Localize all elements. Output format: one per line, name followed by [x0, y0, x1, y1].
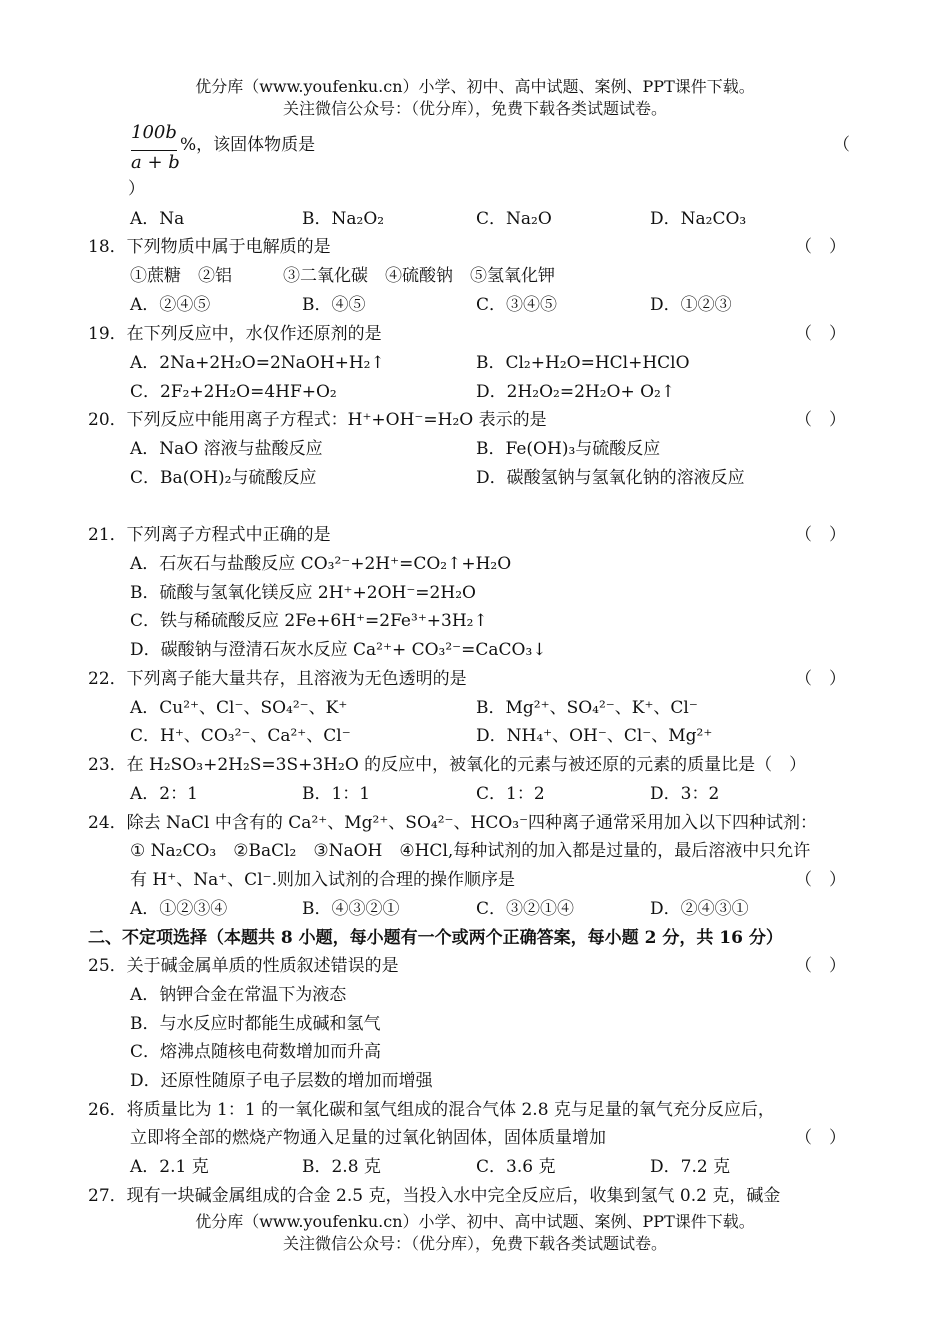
q17-fraction-denominator: a + b — [131, 152, 180, 173]
q17-paren-close: ） — [128, 179, 145, 199]
q21-option-b: B．硫酸与氢氧化镁反应 2H⁺+2OH⁻=2H₂O — [130, 583, 476, 603]
q23-stem: 23．在 H₂SO₃+2H₂S=3S+3H₂O 的反应中，被氧化的元素与被还原的元素的质量比是（ ） — [88, 755, 807, 775]
q24-stem-line3: 有 H⁺、Na⁺、Cl⁻.则加入试剂的合理的操作顺序是 — [130, 870, 516, 890]
q17-option-c: C．Na₂O — [476, 209, 552, 229]
q19-option-c: C．2F₂+2H₂O=4HF+O₂ — [130, 382, 337, 402]
q26-stem-line1: 26．将质量比为 1：1 的一氧化碳和氢气组成的混合气体 2.8 克与足量的氧气充分反应后， — [88, 1100, 775, 1120]
q18-option-b: B．④⑤ — [302, 295, 366, 315]
q17-option-a: A．Na — [130, 209, 185, 229]
q18-option-c: C．③④⑤ — [476, 295, 558, 315]
page-footer-line2: 关注微信公众号：（优分库），免费下载各类试题试卷。 — [282, 1234, 667, 1253]
q23-option-c: C．1：2 — [476, 784, 545, 804]
q18-stem: 18．下列物质中属于电解质的是 — [88, 237, 331, 257]
q21-option-c: C．铁与稀硫酸反应 2Fe+6H⁺=2Fe³⁺+3H₂↑ — [130, 611, 488, 631]
q22-stem: 22．下列离子能大量共存，且溶液为无色透明的是 — [88, 669, 467, 689]
q18-answer-paren: （ ） — [795, 237, 846, 257]
q19-option-a: A．2Na+2H₂O=2NaOH+H₂↑ — [130, 353, 385, 373]
q19-answer-paren: （ ） — [795, 324, 846, 344]
q17-option-d: D．Na₂CO₃ — [650, 209, 747, 229]
q26-option-a: A．2.1 克 — [130, 1157, 209, 1177]
q21-stem: 21．下列离子方程式中正确的是 — [88, 525, 331, 545]
q23-option-d: D．3：2 — [650, 784, 720, 804]
q22-option-c: C．H⁺、CO₃²⁻、Ca²⁺、Cl⁻ — [130, 726, 351, 746]
q26-stem-line2: 立即将全部的燃烧产物通入足量的过氧化钠固体，固体质量增加 — [130, 1128, 606, 1148]
q21-option-d: D．碳酸钠与澄清石灰水反应 Ca²⁺+ CO₃²⁻=CaCO₃↓ — [130, 640, 547, 660]
q22-option-a: A．Cu²⁺、Cl⁻、SO₄²⁻、K⁺ — [130, 698, 348, 718]
q25-option-c: C．熔沸点随核电荷数增加而升高 — [130, 1042, 382, 1062]
q24-option-b: B．④③②① — [302, 899, 400, 919]
q23-option-b: B．1：1 — [302, 784, 371, 804]
q19-option-d: D．2H₂O₂=2H₂O+ O₂↑ — [476, 382, 676, 402]
page-footer-line1: 优分库（www.youfenku.cn）小学、初中、高中试题、案例、PPT课件下载。 — [195, 1212, 755, 1231]
page-header-line1: 优分库（www.youfenku.cn）小学、初中、高中试题、案例、PPT课件下载。 — [195, 77, 755, 96]
q18-option-a: A．②④⑤ — [130, 295, 211, 315]
q23-option-a: A．2：1 — [130, 784, 198, 804]
q26-option-b: B．2.8 克 — [302, 1157, 381, 1177]
q19-stem: 19．在下列反应中，水仅作还原剂的是 — [88, 324, 382, 344]
q26-option-c: C．3.6 克 — [476, 1157, 556, 1177]
q20-stem: 20．下列反应中能用离子方程式：H⁺+OH⁻=H₂O 表示的是 — [88, 410, 547, 430]
q21-option-a: A．石灰石与盐酸反应 CO₃²⁻+2H⁺=CO₂↑+H₂O — [130, 554, 512, 574]
q18-option-d: D．①②③ — [650, 295, 732, 315]
q17-fraction-numerator: 100b — [131, 122, 177, 143]
q24-option-d: D．②④③① — [650, 899, 749, 919]
q24-stem-line1: 24．除去 NaCl 中含有的 Ca²⁺、Mg²⁺、SO₄²⁻、HCO₃⁻四种离子通常采用加入以下四种试剂： — [88, 813, 818, 833]
q27-stem-line1: 27．现有一块碱金属组成的合金 2.5 克，当投入水中完全反应后，收集到氢气 0.2 克，碱金 — [88, 1186, 781, 1206]
q25-answer-paren: （ ） — [795, 956, 846, 976]
q17-option-b: B．Na₂O₂ — [302, 209, 385, 229]
page-header-line2: 关注微信公众号：（优分库），免费下载各类试题试卷。 — [282, 99, 667, 118]
q20-option-d: D．碳酸氢钠与氢氧化钠的溶液反应 — [476, 468, 745, 488]
q25-stem: 25．关于碱金属单质的性质叙述错误的是 — [88, 956, 399, 976]
q20-option-a: A．NaO 溶液与盐酸反应 — [130, 439, 323, 459]
q20-option-c: C．Ba(OH)₂与硫酸反应 — [130, 468, 317, 488]
q18-items: ①蔗糖 ②铝 ③二氧化碳 ④硫酸钠 ⑤氢氧化钾 — [130, 266, 555, 286]
q17-stem: %，该固体物质是 — [180, 135, 316, 155]
q25-option-d: D．还原性随原子电子层数的增加而增强 — [130, 1071, 433, 1091]
q17-fraction-bar — [131, 150, 177, 151]
q22-option-b: B．Mg²⁺、SO₄²⁻、K⁺、Cl⁻ — [476, 698, 698, 718]
q20-option-b: B．Fe(OH)₃与硫酸反应 — [476, 439, 661, 459]
q25-option-b: B．与水反应时都能生成碱和氢气 — [130, 1014, 381, 1034]
q24-option-a: A．①②③④ — [130, 899, 228, 919]
q24-option-c: C．③②①④ — [476, 899, 575, 919]
q26-option-d: D．7.2 克 — [650, 1157, 731, 1177]
q22-option-d: D．NH₄⁺、OH⁻、Cl⁻、Mg²⁺ — [476, 726, 713, 746]
q24-stem-line2: ① Na₂CO₃ ②BaCl₂ ③NaOH ④HCl,每种试剂的加入都是过量的，最后溶液中只允许 — [130, 841, 811, 861]
q25-option-a: A．钠钾合金在常温下为液态 — [130, 985, 347, 1005]
q17-paren-open: （ — [833, 135, 850, 155]
q26-answer-paren: （ ） — [795, 1128, 846, 1148]
section2-title: 二、不定项选择（本题共 8 小题，每小题有一个或两个正确答案，每小题 2 分，共 16 分） — [88, 928, 783, 948]
q19-option-b: B．Cl₂+H₂O=HCl+HClO — [476, 353, 690, 373]
q24-answer-paren: （ ） — [795, 870, 846, 890]
q20-answer-paren: （ ） — [795, 410, 846, 430]
q22-answer-paren: （ ） — [795, 669, 846, 689]
q21-answer-paren: （ ） — [795, 525, 846, 545]
